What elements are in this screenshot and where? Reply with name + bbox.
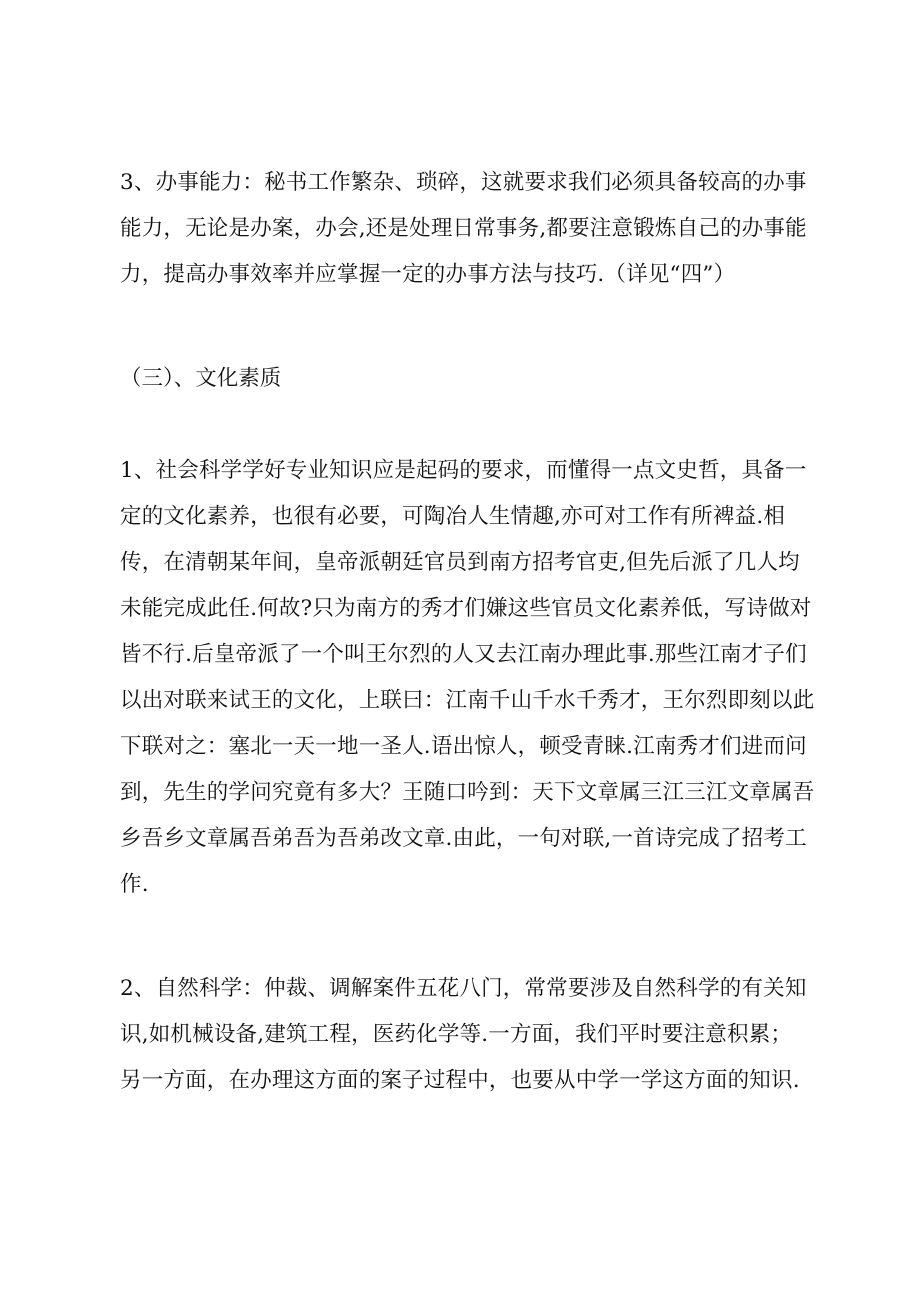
text-line: 1、社会科学学好专业知识应是起码的要求，而懂得一点文史哲，具备一 [120, 458, 807, 483]
text-line: 作. [120, 872, 149, 897]
text-line: 力，提高办事效率并应掌握一定的办事方法与技巧.（详见“四”） [120, 262, 736, 287]
text-line: 定的文化素养，也很有必要，可陶冶人生情趣,亦可对工作有所裨益.相 [120, 504, 786, 529]
text-line: 到，先生的学问究竟有多大？王随口吟到：天下文章属三江三江文章属吾 [120, 780, 815, 805]
text-line: 2、自然科学：仲裁、调解案件五花八门，常常要涉及自然科学的有关知 [120, 976, 807, 1001]
text-line: 以出对联来试王的文化，上联曰：江南千山千水千秀才，王尔烈即刻以此 [120, 688, 815, 713]
text-line: 乡吾乡文章属吾弟吾为吾弟改文章.由此，一句对联,一首诗完成了招考工 [120, 826, 807, 851]
text-line: 3、办事能力：秘书工作繁杂、琐碎，这就要求我们必须具备较高的办事 [120, 170, 807, 195]
text-line: 另一方面，在办理这方面的案子过程中，也要从中学一学这方面的知识. [120, 1068, 800, 1093]
text-line: 识,如机械设备,建筑工程，医药化学等.一方面，我们平时要注意积累； [120, 1022, 793, 1047]
paragraph-natural-science [120, 966, 810, 1104]
paragraph-social-science [120, 448, 815, 908]
paragraph-office-ability [120, 160, 810, 298]
text-line: 传，在清朝某年间，皇帝派朝廷官员到南方招考官吏,但先后派了几人均 [120, 550, 800, 575]
text-line: 未能完成此任.何故?只为南方的秀才们嫌这些官员文化素养低，写诗做对 [120, 596, 812, 621]
section-heading: （三）、文化素质 [120, 366, 282, 391]
text-line: 皆不行.后皇帝派了一个叫王尔烈的人又去江南办理此事.那些江南才子们 [120, 642, 807, 667]
text-line: 能力，无论是办案，办会,还是处理日常事务,都要注意锻炼自己的办事能 [120, 216, 807, 241]
text-line: 下联对之：塞北一天一地一圣人.语出惊人，顿受青睐.江南秀才们进而问 [120, 734, 807, 759]
